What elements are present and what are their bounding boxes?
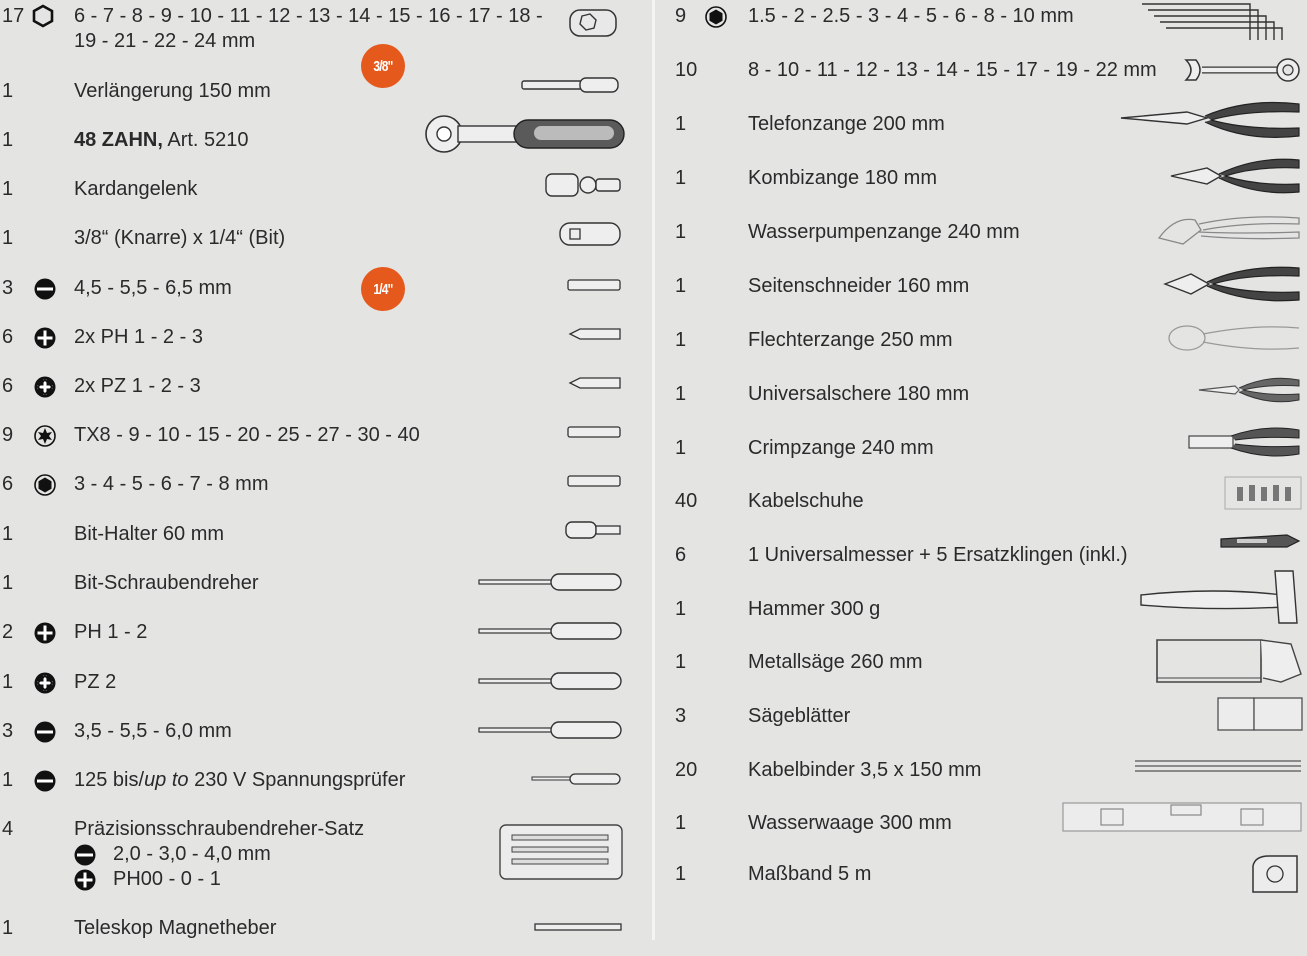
saw-blades-icon [1216,696,1304,732]
badge-3-8: 3/8" [361,44,405,88]
item-description: Wasserpumpenzange 240 mm [748,221,1020,243]
magnetic-pickup-icon [533,922,623,932]
item-description: Universalschere 180 mm [748,383,970,405]
hex-icon [705,6,727,28]
quantity: 1 [675,329,687,351]
pozidriv-icon [34,672,56,694]
item-description: 4,5 - 5,5 - 6,5 mm [74,277,232,299]
item-description: Wasserwaage 300 mm [748,812,952,834]
list-item [0,4,652,54]
item-description: Verlängerung 150 mm [74,80,271,102]
quantity: 1 [675,221,687,243]
quantity: 1 [2,572,14,594]
list-item [0,177,652,217]
list-item [0,276,652,316]
quantity: 1 [675,651,687,673]
screwdriver-icon [477,620,625,642]
list-item [0,768,652,808]
phillips-icon [34,622,56,644]
item-description: 2x PH 1 - 2 - 3 [74,326,203,348]
screwdriver-icon [477,670,625,692]
combination-wrench-icon [1182,56,1302,84]
list-item [655,58,1307,98]
list-item [0,719,652,759]
list-item [655,112,1307,152]
item-description: PZ 2 [74,671,117,693]
quantity: 6 [2,375,14,397]
phillips-icon [34,327,56,349]
list-item [655,758,1307,798]
list-item [0,423,652,463]
item-description: TX8 - 9 - 10 - 15 - 20 - 25 - 27 - 30 - 40 [74,424,420,446]
universal-joint-icon [544,171,624,199]
list-item [0,374,652,414]
item-description: Seitenschneider 160 mm [748,275,970,297]
list-item [655,382,1307,422]
quantity: 3 [2,720,14,742]
list-item [0,325,652,365]
quantity: 6 [2,326,14,348]
side-cutter-icon [1161,262,1303,306]
bit-icon [566,425,622,439]
list-item [655,220,1307,260]
item-description: 1.5 - 2 - 2.5 - 3 - 4 - 5 - 6 - 8 - 10 mm [748,5,1074,27]
item-description-rest: 230 V Spannungsprüfer [194,769,406,791]
tape-measure-icon [1247,852,1303,898]
item-description [74,768,405,792]
end-cutting-pliers-icon [1165,322,1303,354]
quantity: 1 [675,167,687,189]
quantity: 9 [675,5,687,27]
quantity: 1 [2,129,14,151]
item-description: Kombizange 180 mm [748,167,937,189]
combination-pliers-icon [1167,154,1303,198]
water-pump-pliers-icon [1155,210,1303,250]
list-item [0,817,652,890]
item-description: 1 Universalmesser + 5 Ersatzklingen (inkl.) [748,544,1128,566]
quantity: 1 [675,863,687,885]
screwdriver-icon [477,719,625,741]
item-description [74,128,249,152]
quantity: 1 [2,671,14,693]
quantity: 1 [2,917,14,939]
item-description: Sägeblätter [748,705,851,727]
bit-icon [566,327,622,341]
cable-ties-icon [1133,758,1305,776]
quantity: 1 [2,80,14,102]
bit-icon [566,474,622,488]
list-item [655,862,1307,902]
quantity: 3 [675,705,687,727]
list-item [655,274,1307,314]
item-description: 2x PZ 1 - 2 - 3 [74,375,201,397]
list-item [655,489,1307,529]
quantity: 1 [675,383,687,405]
long-nose-pliers-icon [1117,98,1303,144]
bit-holder-icon [562,520,624,540]
item-description: Flechterzange 250 mm [748,329,953,351]
bit-icon [566,376,622,390]
sub-item-slotted: 2,0 - 3,0 - 4,0 mm [113,843,271,865]
socket-tool-icon [566,4,622,42]
universal-scissors-icon [1195,372,1303,408]
hex-icon [34,474,56,496]
list-item [0,128,652,168]
hacksaw-icon [1151,634,1305,688]
item-description-italic: up to [144,769,189,791]
quantity: 1 [675,113,687,135]
voltage-tester-icon [530,772,624,786]
phillips-icon [74,869,96,891]
bit-icon [566,278,622,292]
list-item [655,811,1307,851]
ratchet-icon [414,112,628,156]
quantity: 6 [2,473,14,495]
item-description: Kabelschuhe [748,490,864,512]
screwdriver-icon [477,571,625,593]
list-item [0,472,652,512]
precision-set-case-icon [498,823,624,881]
quantity: 1 [2,178,14,200]
adapter-icon [558,220,624,248]
quantity: 1 [675,812,687,834]
quantity: 3 [2,277,14,299]
item-description-bold: 48 ZAHN, [74,129,163,151]
hammer-icon [1133,567,1305,629]
list-item [655,328,1307,368]
item-description: Bit-Schraubendreher [74,572,259,594]
list-item [0,522,652,562]
item-description: Telefonzange 200 mm [748,113,945,135]
list-item [0,916,652,956]
quantity: 9 [2,424,14,446]
item-description: Präzisionsschraubendreher-Satz [74,818,365,840]
slotted-icon [34,278,56,300]
list-item [655,650,1307,690]
item-description: Metallsäge 260 mm [748,651,923,673]
item-description: 6 - 7 - 8 - 9 - 10 - 11 - 12 - 13 - 14 - 15 - 16 - 17 - 18 - [74,5,543,27]
crimping-pliers-icon [1185,422,1303,462]
utility-knife-icon [1217,531,1303,553]
quantity: 17 [2,5,25,27]
quantity: 40 [675,490,698,512]
extension-bar-icon [520,73,624,97]
slotted-icon [34,770,56,792]
quantity: 2 [2,621,14,643]
right-column [655,0,1307,940]
quantity: 1 [2,769,14,791]
item-description: Kabelbinder 3,5 x 150 mm [748,759,982,781]
torx-icon [34,425,56,447]
item-description: 8 - 10 - 11 - 12 - 13 - 14 - 15 - 17 - 19 - 22 mm [748,59,1157,81]
item-description: Teleskop Magnetheber [74,917,277,939]
quantity: 1 [675,437,687,459]
item-description: PH 1 - 2 [74,621,148,643]
slotted-icon [34,721,56,743]
hex-socket-icon [32,5,54,27]
spirit-level-icon [1061,799,1305,835]
slotted-icon [74,844,96,866]
list-item [0,670,652,710]
item-description-rest: Art. 5210 [167,129,249,151]
badge-1-4: 1/4" [361,267,405,311]
sub-item-phillips: PH00 - 0 - 1 [113,868,221,890]
quantity: 1 [2,523,14,545]
list-item [655,4,1307,44]
list-item [655,166,1307,206]
list-item [0,620,652,660]
item-description: Crimpzange 240 mm [748,437,934,459]
pozidriv-icon [34,376,56,398]
quantity: 1 [675,598,687,620]
quantity: 1 [2,227,14,249]
list-item [0,226,652,266]
item-description-prefix: 125 bis/ [74,769,145,791]
item-description-line2: 19 - 21 - 22 - 24 mm [74,30,256,52]
quantity: 20 [675,759,698,781]
item-description: Bit-Halter 60 mm [74,523,225,545]
item-description: 3,5 - 5,5 - 6,0 mm [74,720,232,742]
list-item [0,571,652,611]
left-column [0,0,652,940]
quantity: 10 [675,59,698,81]
hex-key-set-icon [1140,0,1300,44]
quantity: 6 [675,544,687,566]
item-description: 3/8“ (Knarre) x 1/4“ (Bit) [74,227,286,249]
quantity: 4 [2,818,14,840]
item-description: 3 - 4 - 5 - 6 - 7 - 8 mm [74,473,269,495]
cable-lugs-icon [1223,475,1303,511]
quantity: 1 [675,275,687,297]
item-description: Maßband 5 m [748,863,872,885]
item-description: Kardangelenk [74,178,198,200]
list-item [655,704,1307,744]
list-item [655,597,1307,637]
item-description: Hammer 300 g [748,598,881,620]
list-item [655,436,1307,476]
